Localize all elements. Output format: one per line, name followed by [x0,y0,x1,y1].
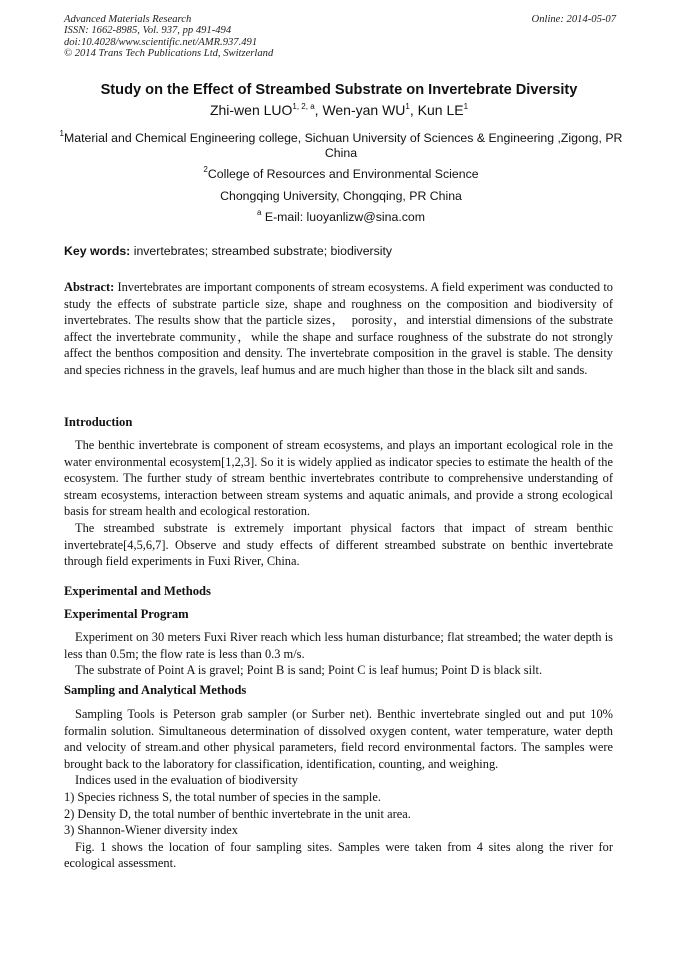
section-heading-introduction: Introduction [64,415,133,429]
author-affiliation-mark: 1 [463,102,469,111]
email-text[interactable]: E-mail: luoyanlizw@sina.com [261,210,425,224]
affiliation-1 [58,131,624,161]
doi: doi:10.4028/www.scientific.net/AMR.937.491 [64,36,258,48]
author-name: Kun LE [417,102,464,118]
author-affiliation-mark: 1, 2, a [292,102,315,111]
online-date: Online: 2014-05-07 [531,14,616,25]
keywords [64,244,392,259]
abstract-paragraph [64,279,613,379]
index-item: 3) Shannon-Wiener diversity index [64,823,238,838]
affiliation-mark: 1 [59,129,64,138]
paragraph: Fig. 1 shows the location of four sampling sites. Samples were taken from 4 sites along the river for ecological assessment. [64,839,613,871]
affiliation-2 [58,167,624,182]
index-item: 1) Species richness S, the total number of species in the sample. [64,789,381,804]
abstract [64,279,613,379]
paragraph: Experiment on 30 meters Fuxi River reach which less human disturbance; flat streambed; the water depth is less than 0.5m; the flow rate is less than 0.3 m/s. [64,630,613,661]
author-affiliation-mark: 1 [405,102,410,111]
abstract-text: Invertebrates are important components of stream ecosystems. A field experiment was conducted to study the effects of substrate particle size, shape and roughness on the composition and biodiversity of invertebrates. The results show that the particle sizes， porosity，and interstial dimensions of the substrate affect the invertebrate community，while the shape and surface roughness of the substrate do not strongly affect the benthos composition and density. The invertebrate composition in the gravel is stable. The density and species richness in the gravels, leaf humus and are much higher than those in the black silt and sands. [64,280,613,377]
program-body [64,629,613,679]
author-list [0,101,678,119]
index-item: 2) Density D, the total number of benthic invertebrate in the unit area. [64,806,411,821]
affiliation-text: Material and Chemical Engineering college, Sichuan University of Sciences & Engineering ,Zigong, PR China [64,131,623,160]
introduction-body [64,437,613,570]
affiliation-text: College of Resources and Environmental Science [207,167,479,181]
paragraph: The benthic invertebrate is component of stream ecosystems, and plays an important ecological role in the water environmental ecosystem[1,2,3]. So it is widely applied as indicator species to estimate the health of the ecosystem. The further study of stream benthic invertebrates contribute to comprehensive understanding of stream ecosystems, interaction between stream systems and aquatic animals, and provide a strong ecological basis for stream health and ecological restoration. [64,438,613,519]
contact-email [58,210,624,225]
subsection-heading-program: Experimental Program [64,607,189,621]
author-name: Zhi-wen LUO [209,102,293,118]
paragraph: Indices used in the evaluation of biodiversity [75,773,298,788]
paragraph: The streambed substrate is extremely important physical factors that impact of stream benthic invertebrate[4,5,6,7]. Observe and study effects of different streambed substrate on benthic invertebrate through field experiments in Fuxi River, China. [64,520,613,569]
affiliation-2-line2: Chongqing University, Chongqing, PR China [220,189,462,203]
abstract-label: Abstract: [64,280,115,294]
subsection-heading-sampling: Sampling and Analytical Methods [64,683,247,697]
paragraph: The substrate of Point A is gravel; Point B is sand; Point C is leaf humus; Point D is black silt. [75,663,543,678]
email-mark: a [257,208,262,217]
author-name: Wen-yan WU [322,102,406,118]
affiliation-mark: 2 [203,165,208,174]
paragraph: Sampling Tools is Peterson grab sampler (or Surber net). Benthic invertebrate singled out and put 10% formalin solution. Simultaneous determination of dissolved oxygen content, water temperature, water depth and velocity of stream.and other physical parameters, field record environmental factors. The samples were brought back to the laboratory for classification, identification, counting, and weighing. [64,707,613,771]
issn: ISSN: 1662-8985, Vol. 937, pp 491-494 [64,25,232,37]
paper-title: Study on the Effect of Streambed Substrate on Invertebrate Diversity [100,82,578,98]
section-heading-experimental: Experimental and Methods [64,584,211,598]
keywords-text: invertebrates; streambed substrate; biodiversity [130,244,393,258]
copyright: © 2014 Trans Tech Publications Ltd, Switzerland [64,48,274,60]
journal-name: Advanced Materials Research [64,14,192,25]
sampling-body [64,706,613,872]
author-separator: , [314,102,323,118]
journal-metadata [64,14,273,60]
author-separator: , [409,102,418,118]
keywords-label: Key words: [64,244,131,258]
